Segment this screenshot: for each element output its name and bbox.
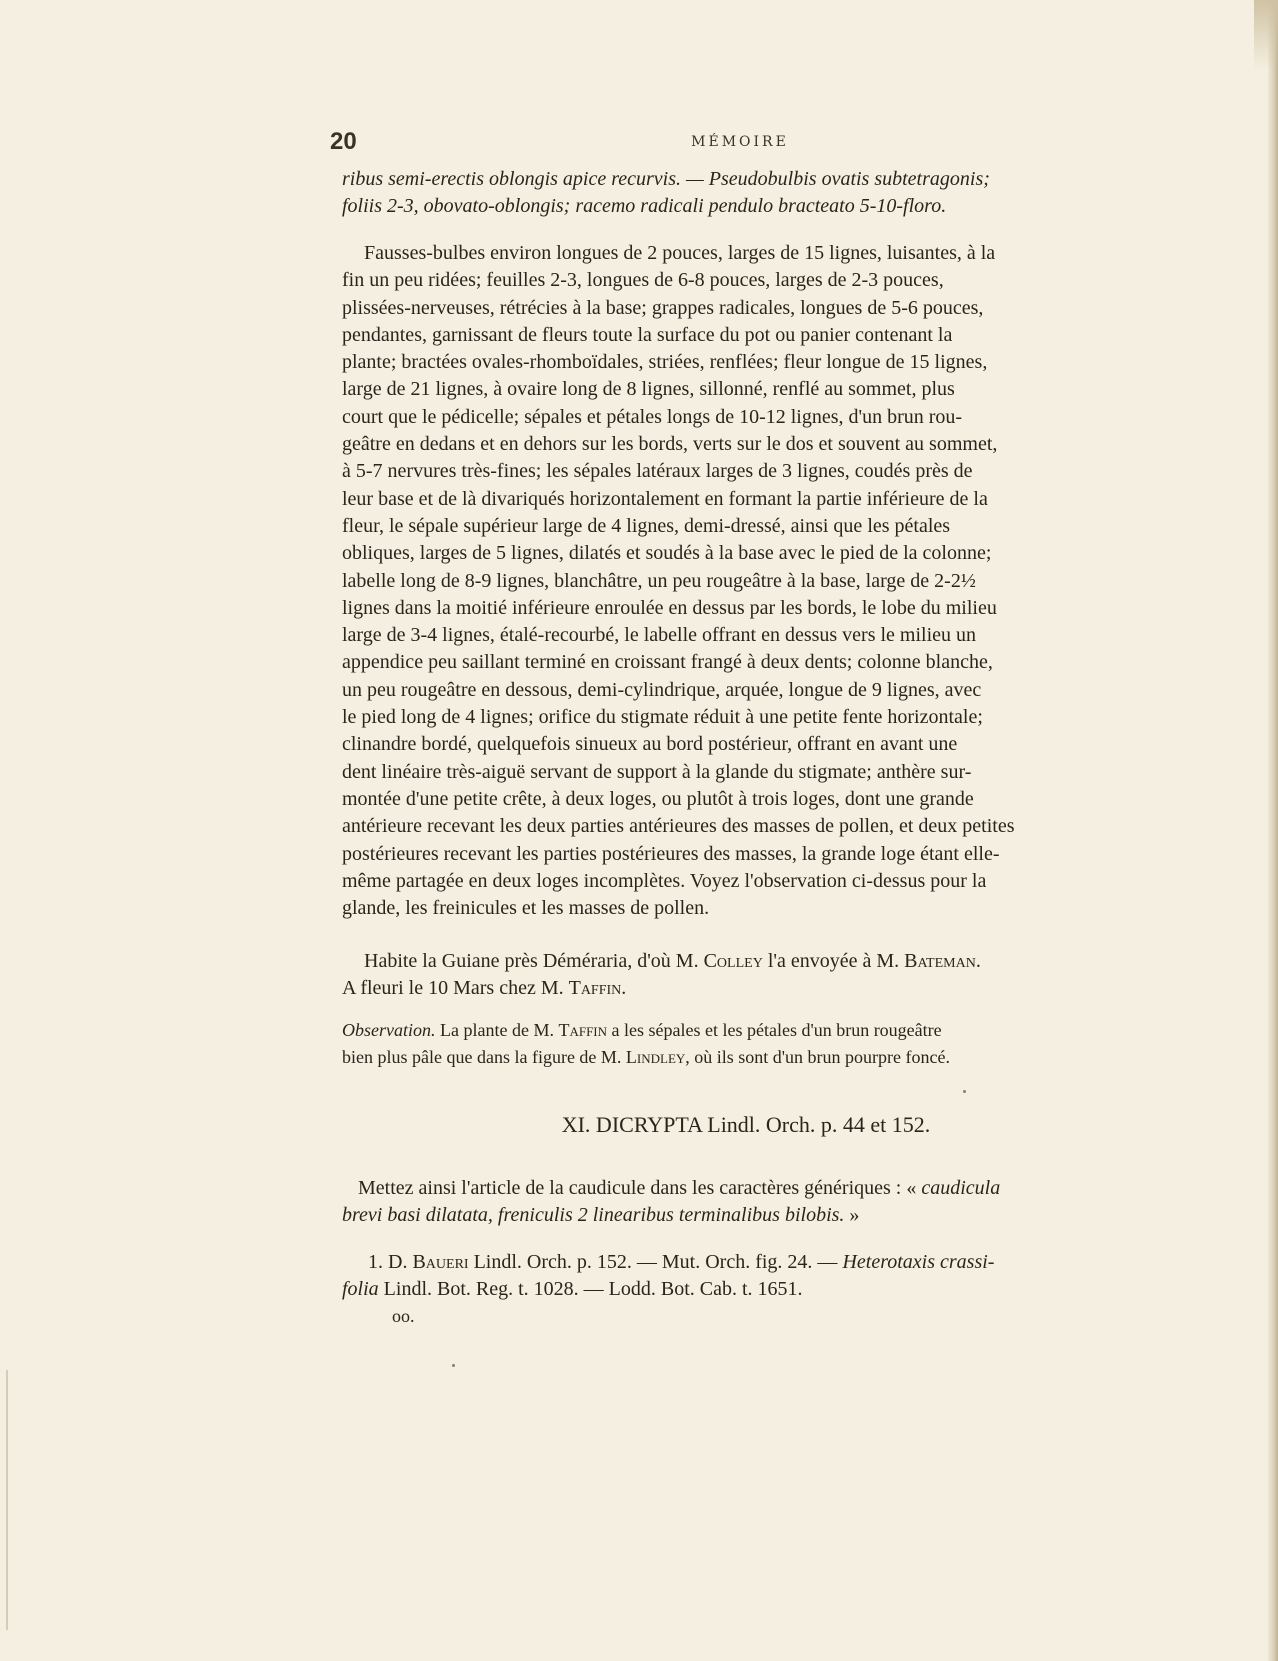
entry-line [342, 1276, 1150, 1303]
species-name: Baueri [412, 1251, 469, 1273]
text: La plante de M. [435, 1020, 559, 1040]
entry-continuation: oo. [392, 1306, 415, 1326]
name-bateman: Bateman [904, 950, 976, 972]
text: . [975, 950, 981, 972]
description-line: large de 3-4 lignes, étalé-recourbé, le labelle offrant en dessus vers le milieu un [342, 624, 977, 647]
margin-mark [6, 1370, 8, 1630]
synonym: folia [342, 1278, 379, 1301]
observation-lead: Observation. [342, 1020, 436, 1040]
name-lindley: Lindley [625, 1047, 686, 1067]
description-line: plissées-nerveuses, rétrécies à la base; grappes radicales, longues de 5-6 pouces, [342, 296, 984, 319]
description-line: dent linéaire très-aiguë servant de support à la glande du stigmate; anthère sur- [342, 760, 972, 783]
observation-line [342, 1017, 1150, 1044]
text: » [844, 1204, 860, 1227]
text: l'a envoyée à M. [762, 950, 905, 972]
text: Lindl. Bot. Reg. t. 1028. — Lodd. Bot. Cab. t. 1651. [378, 1278, 803, 1301]
description-line: obliques, larges de 5 lignes, dilatés et soudés à la base avec le pied de la colonne; [342, 542, 992, 565]
stray-dot [963, 1090, 966, 1093]
latin-line: foliis 2-3, obovato-oblongis; racemo radicali pendulo bracteato 5-10-floro. [342, 195, 947, 218]
observation-paragraph [342, 1017, 1150, 1071]
description-line: appendice peu saillant terminé en croissant frangé à deux dents; colonne blanche, [342, 651, 993, 674]
latin-line: ribus semi-erectis oblongis apice recurvis. — Pseudobulbis ovatis subtetragonis; [342, 168, 990, 190]
description-line: geâtre en dedans et en dehors sur les bords, verts sur le dos et souvent au sommet, [342, 433, 998, 456]
observation-line [342, 1044, 1150, 1071]
habitat-line [342, 948, 1150, 975]
text: Mettez ainsi l'article de la caudicule dans les caractères génériques : « [358, 1177, 922, 1199]
text: . [621, 977, 627, 1000]
description-line: fleur, le sépale supérieur large de 4 lignes, demi-dressé, ainsi que les pétales [342, 514, 951, 537]
description-line: le pied long de 4 lignes; orifice du stigmate réduit à une petite fente horizontale; [342, 706, 983, 729]
description-line: leur base et de là divariqués horizontalement en formant la partie inférieure de la [342, 487, 988, 510]
page-number: 20 [330, 128, 357, 155]
synonym: Heterotaxis crassi- [842, 1251, 995, 1273]
description-line: glande, les freinicules et les masses de pollen. [342, 897, 710, 920]
description-line: postérieures recevant les parties postérieures des masses, la grande loge étant elle- [342, 842, 1000, 865]
latin-term [342, 1202, 1150, 1229]
habitat-paragraph [342, 948, 1150, 1003]
description-line: montée d'une petite crête, à deux loges, ou plutôt à trois loges, dont une grande [342, 787, 974, 810]
description-line: Fausses-bulbes environ longues de 2 pouces, larges de 15 lignes, luisantes, à la [364, 242, 996, 264]
text: Habite la Guiane près Déméraria, d'où M. [364, 950, 704, 972]
text: , où ils sont d'un brun pourpre foncé. [685, 1047, 950, 1067]
text: a les sépales et les pétales d'un brun rougeâtre [607, 1020, 942, 1040]
name-colley: Colley [703, 950, 763, 972]
description-line: fin un peu ridées; feuilles 2-3, longues de 6-8 pouces, larges de 2-3 pouces, [342, 269, 944, 292]
page-edge [1268, 0, 1278, 1661]
stray-dot [452, 1364, 455, 1367]
description-line: plante; bractées ovales-rhomboïdales, striées, renflées; fleur longue de 15 lignes, [342, 351, 988, 374]
description-line: antérieure recevant les deux parties antérieures des masses de pollen, et deux petites [342, 815, 1015, 838]
flowering-line [342, 975, 1150, 1002]
section-heading: XI. DICRYPTA Lindl. Orch. p. 44 et 152. [561, 1112, 931, 1137]
entry-number: 1. D. [368, 1251, 413, 1273]
description-paragraph [342, 240, 1150, 922]
text: Lindl. Orch. p. 152. — Mut. Orch. fig. 24. — [468, 1251, 843, 1273]
description-line: même partagée en deux loges incomplètes. Voyez l'observation ci-dessus pour la [342, 869, 987, 892]
description-line: labelle long de 8-9 lignes, blanchâtre, un peu rougeâtre à la base, large de 2-2½ [342, 569, 976, 592]
description-line: à 5-7 nervures très-fines; les sépales latéraux larges de 3 lignes, coudés près de [342, 460, 973, 483]
latin-diagnosis [342, 166, 1150, 221]
page-edge-shadow [1254, 0, 1278, 70]
text: A fleuri le 10 Mars chez M. [342, 977, 569, 1000]
running-title: MÉMOIRE [691, 134, 789, 150]
amendment-paragraph [342, 1175, 1150, 1230]
description-line: lignes dans la moitié inférieure enroulée en dessus par les bords, le lobe du milieu [342, 596, 997, 619]
name-taffin: Taffin [568, 977, 622, 1000]
latin-term: brevi basi dilatata, freniculis 2 linearibus terminalibus bilobis. [342, 1204, 845, 1227]
description-line: court que le pédicelle; sépales et pétales longs de 10-12 lignes, d'un brun rou- [342, 405, 963, 428]
description-line: large de 21 lignes, à ovaire long de 8 lignes, sillonné, renflé au sommet, plus [342, 378, 955, 401]
latin-term: caudicula [921, 1177, 1001, 1199]
name-taffin: Taffin [558, 1020, 608, 1040]
description-line: un peu rougeâtre en dessous, demi-cylindrique, arquée, longue de 9 lignes, avec [342, 678, 982, 701]
text: bien plus pâle que dans la figure de M. [342, 1047, 626, 1067]
running-head [330, 128, 1150, 160]
species-entry [342, 1249, 1150, 1304]
description-line: pendantes, garnissant de fleurs toute la surface du pot ou panier contenant la [342, 323, 953, 346]
description-line: clinandre bordé, quelquefois sinueux au bord postérieur, offrant en avant une [342, 733, 958, 756]
